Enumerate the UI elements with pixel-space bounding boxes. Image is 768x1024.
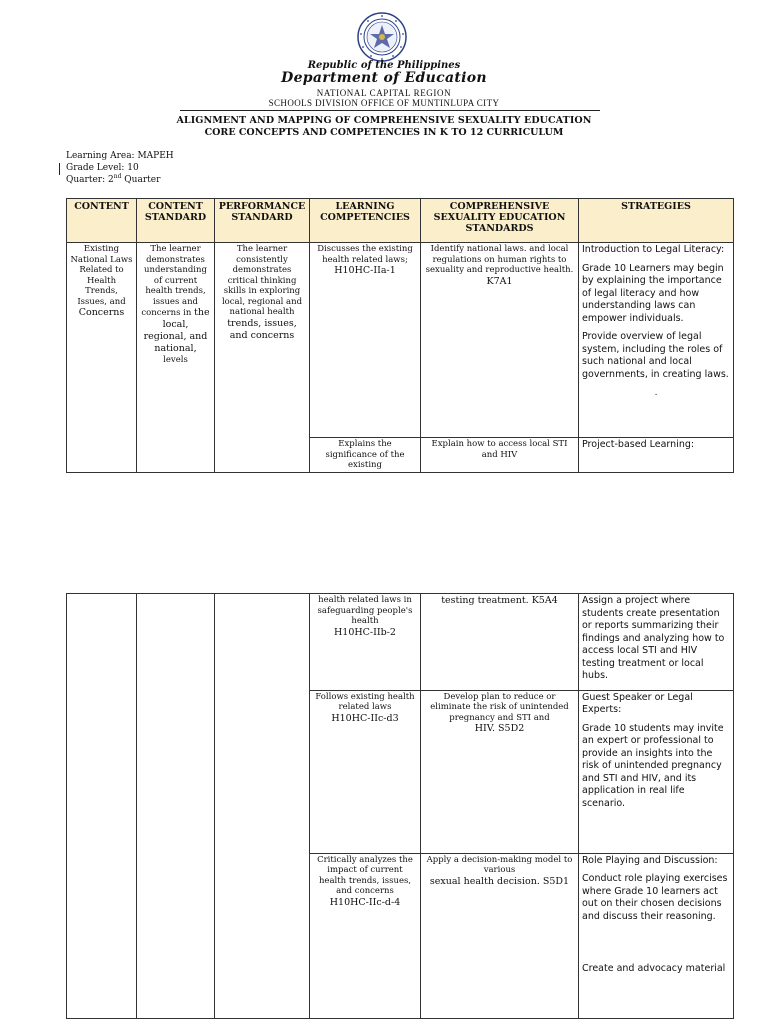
quarter-label: Quarter: 2nd Quarter [66,173,161,185]
division-heading: SCHOOLS DIVISION OFFICE OF MUNTINLUPA CITY [268,98,500,108]
text-cursor-bar [59,163,60,175]
competency-cell: Critically analyzes the impact of current health trends, issues, and concerns H10HC-IIc-d-4 [310,853,421,1018]
competency-cell: Explains the significance of the existing [310,438,421,473]
document-title-line1: ALIGNMENT AND MAPPING OF COMPREHENSIVE SEXUALITY EDUCATION [176,115,592,126]
cse-standard-cell: Identify national laws. and local regulations on human rights to sexuality and reproductive health. K7A1 [421,243,579,438]
header-content-standard: CONTENT STANDARD [137,199,215,243]
header-strategies: STRATEGIES [579,199,734,243]
curriculum-table-page2 [66,593,734,1019]
performance-standard-cell-empty [215,594,310,1019]
table-row [67,594,734,691]
strategy-cell: Assign a project where students create presentation or reports summarizing their findings and analyzing how to access local STI and HIV testing treatment or local hubs. [579,594,734,691]
grade-level-label: Grade Level: 10 [66,163,139,173]
header-content: CONTENT [67,199,137,243]
content-standard-cell-empty [137,594,215,1019]
strategy-cell: Introduction to Legal Literacy: Grade 10 Learners may begin by explaining the importance of legal literacy and how understanding laws can empower individuals. Provide overview of legal system, including the roles of such national and local governments, in creating laws. . [579,243,734,438]
competency-cell: health related laws in safeguarding people's health H10HC-IIb-2 [310,594,421,691]
cse-standard-cell: testing treatment. K5A4 [421,594,579,691]
table-header-row [67,199,734,243]
header-learning-competencies: LEARNING COMPETENCIES [310,199,421,243]
department-heading: Department of Education [281,70,487,86]
content-cell-empty [67,594,137,1019]
cse-standard-cell: Apply a decision-making model to various sexual health decision. S5D1 [421,853,579,1018]
document-title-line2: CORE CONCEPTS AND COMPETENCIES IN K TO 12 CURRICULUM [204,127,564,138]
cse-standard-cell: Develop plan to reduce or eliminate the risk of unintended pregnancy and STI and HIV. S5D2 [421,690,579,853]
cse-standard-cell: Explain how to access local STI and HIV [421,438,579,473]
header-divider [180,110,600,111]
republic-heading: Republic of the Philippines [307,60,461,71]
deped-seal-icon [357,12,407,62]
strategy-cell: Role Playing and Discussion: Conduct role playing exercises where Grade 10 learners act out on their chosen decisions and discuss their reasoning. Create and advocacy material [579,853,734,1018]
content-standard-cell: The learner demonstrates understanding of current health trends, issues and concerns in the local, regional, and national, levels [137,243,215,473]
performance-standard-cell: The learner consistently demonstrates critical thinking skills in exploring local, regional and national health trends, issues, and concerns [215,243,310,473]
region-heading: NATIONAL CAPITAL REGION [316,88,452,98]
strategy-cell: Project-based Learning: [579,438,734,473]
competency-cell: Discusses the existing health related laws; H10HC-IIa-1 [310,243,421,438]
header-performance-standard: PERFORMANCE STANDARD [215,199,310,243]
header-cse-standards: COMPREHENSIVE SEXUALITY EDUCATION STANDARDS [421,199,579,243]
strategy-cell: Guest Speaker or Legal Experts: Grade 10 students may invite an expert or professional to provide an insights into the risk of unintended pregnancy and STI and HIV, and its application in real life scenario. [579,690,734,853]
curriculum-table-page1 [66,198,734,473]
table-row [67,243,734,438]
competency-cell: Follows existing health related laws H10HC-IIc-d3 [310,690,421,853]
content-cell: Existing National Laws Related to Health Trends, Issues, and Concerns [67,243,137,473]
learning-area-label: Learning Area: MAPEH [66,151,174,161]
